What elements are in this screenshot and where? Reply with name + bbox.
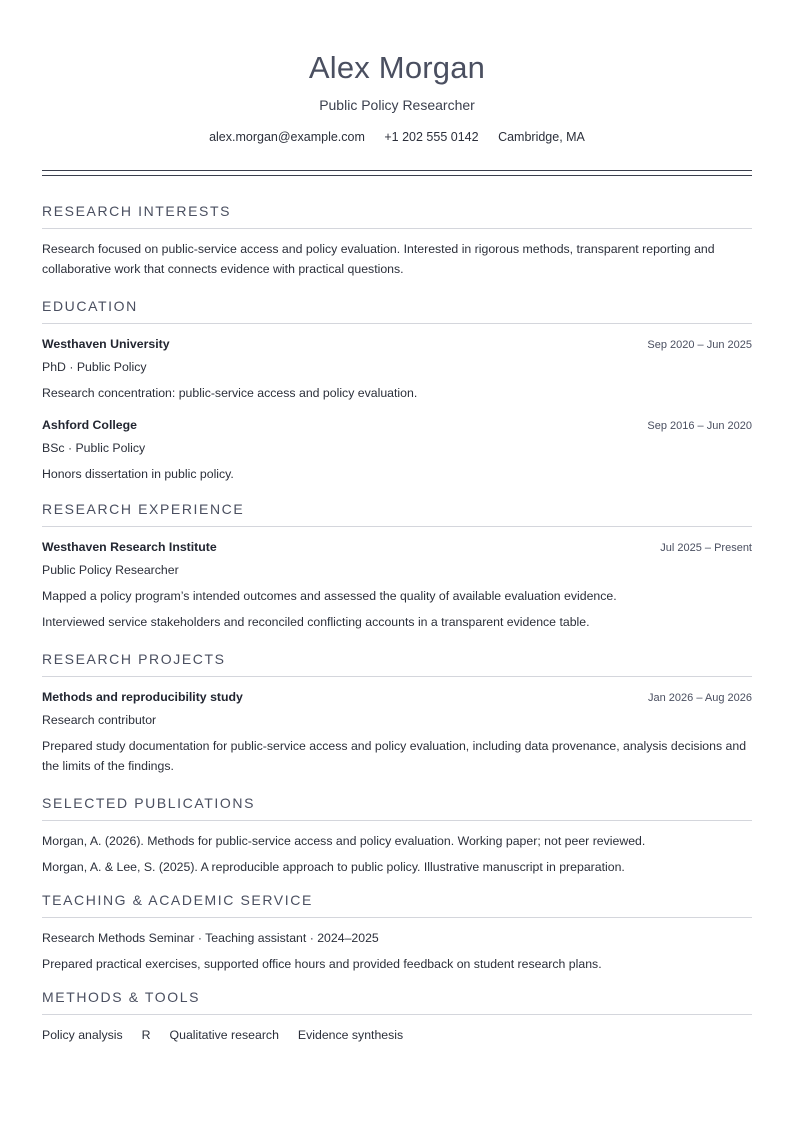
role: Public Policy Researcher [42, 563, 179, 577]
section-heading: RESEARCH EXPERIENCE [42, 500, 752, 527]
section-education [42, 297, 752, 484]
candidate-title: Public Policy Researcher [319, 97, 475, 113]
teaching-description: Prepared practical exercises, supported office hours and provided feedback on student research plans. [42, 957, 602, 971]
date-range: Sep 2020 – Jun 2025 [647, 339, 752, 351]
teaching-line: Research Methods Seminar · Teaching assistant · 2024–2025 [42, 931, 379, 945]
section-selected-publications [42, 794, 752, 877]
section-research-interests [42, 202, 752, 279]
tool-item: Policy analysis [42, 1028, 123, 1042]
interests-text: Research focused on public-service access and policy evaluation. Interested in rigorous methods, transparent reporting and collaborative work that connects evidence with practical questions. [42, 242, 715, 276]
role: Research contributor [42, 713, 157, 727]
education-note: Research concentration: public-service access and policy evaluation. [42, 386, 418, 400]
contact-line [42, 129, 752, 145]
tool-item: R [141, 1028, 151, 1042]
publication-item: Morgan, A. (2026). Methods for public-service access and policy evaluation. Working paper; not peer reviewed. [42, 834, 646, 848]
contact-location: Cambridge, MA [498, 130, 585, 144]
section-heading: SELECTED PUBLICATIONS [42, 794, 752, 821]
publication-item: Morgan, A. & Lee, S. (2025). A reproducible approach to public policy. Illustrative manuscript in preparation. [42, 860, 625, 874]
school-name: Ashford College [42, 418, 137, 432]
section-research-projects [42, 650, 752, 776]
section-methods-tools [42, 988, 752, 1045]
section-research-experience [42, 500, 752, 632]
education-entry [42, 415, 752, 484]
section-heading: RESEARCH PROJECTS [42, 650, 752, 677]
experience-item: Mapped a policy program’s intended outcomes and assessed the quality of available evaluation evidence. [42, 589, 617, 603]
contact-phone: +1 202 555 0142 [384, 130, 479, 144]
section-heading: TEACHING & ACADEMIC SERVICE [42, 891, 752, 918]
education-entry [42, 334, 752, 403]
tools-list [42, 1025, 752, 1045]
section-heading: METHODS & TOOLS [42, 988, 752, 1015]
project-name: Methods and reproducibility study [42, 690, 243, 704]
tool-item: Qualitative research [169, 1028, 279, 1042]
section-heading: EDUCATION [42, 297, 752, 324]
education-note: Honors dissertation in public policy. [42, 467, 234, 481]
degree: PhD · Public Policy [42, 360, 147, 374]
section-teaching-service [42, 891, 752, 974]
tool-item: Evidence synthesis [297, 1028, 404, 1042]
project-description: Prepared study documentation for public-service access and policy evaluation, including data provenance, analysis decisions and the limits of the findings. [42, 739, 747, 773]
section-heading: RESEARCH INTERESTS [42, 202, 752, 229]
degree: BSc · Public Policy [42, 441, 146, 455]
organization-name: Westhaven Research Institute [42, 540, 217, 554]
date-range: Jan 2026 – Aug 2026 [648, 692, 752, 704]
experience-item: Interviewed service stakeholders and reconciled conflicting accounts in a transparent evidence table. [42, 615, 590, 629]
date-range: Jul 2025 – Present [660, 542, 752, 554]
header-divider [42, 170, 752, 176]
contact-email: alex.morgan@example.com [209, 130, 365, 144]
resume-header [42, 0, 752, 145]
date-range: Sep 2016 – Jun 2020 [647, 420, 752, 432]
candidate-name: Alex Morgan [308, 50, 486, 85]
school-name: Westhaven University [42, 337, 170, 351]
